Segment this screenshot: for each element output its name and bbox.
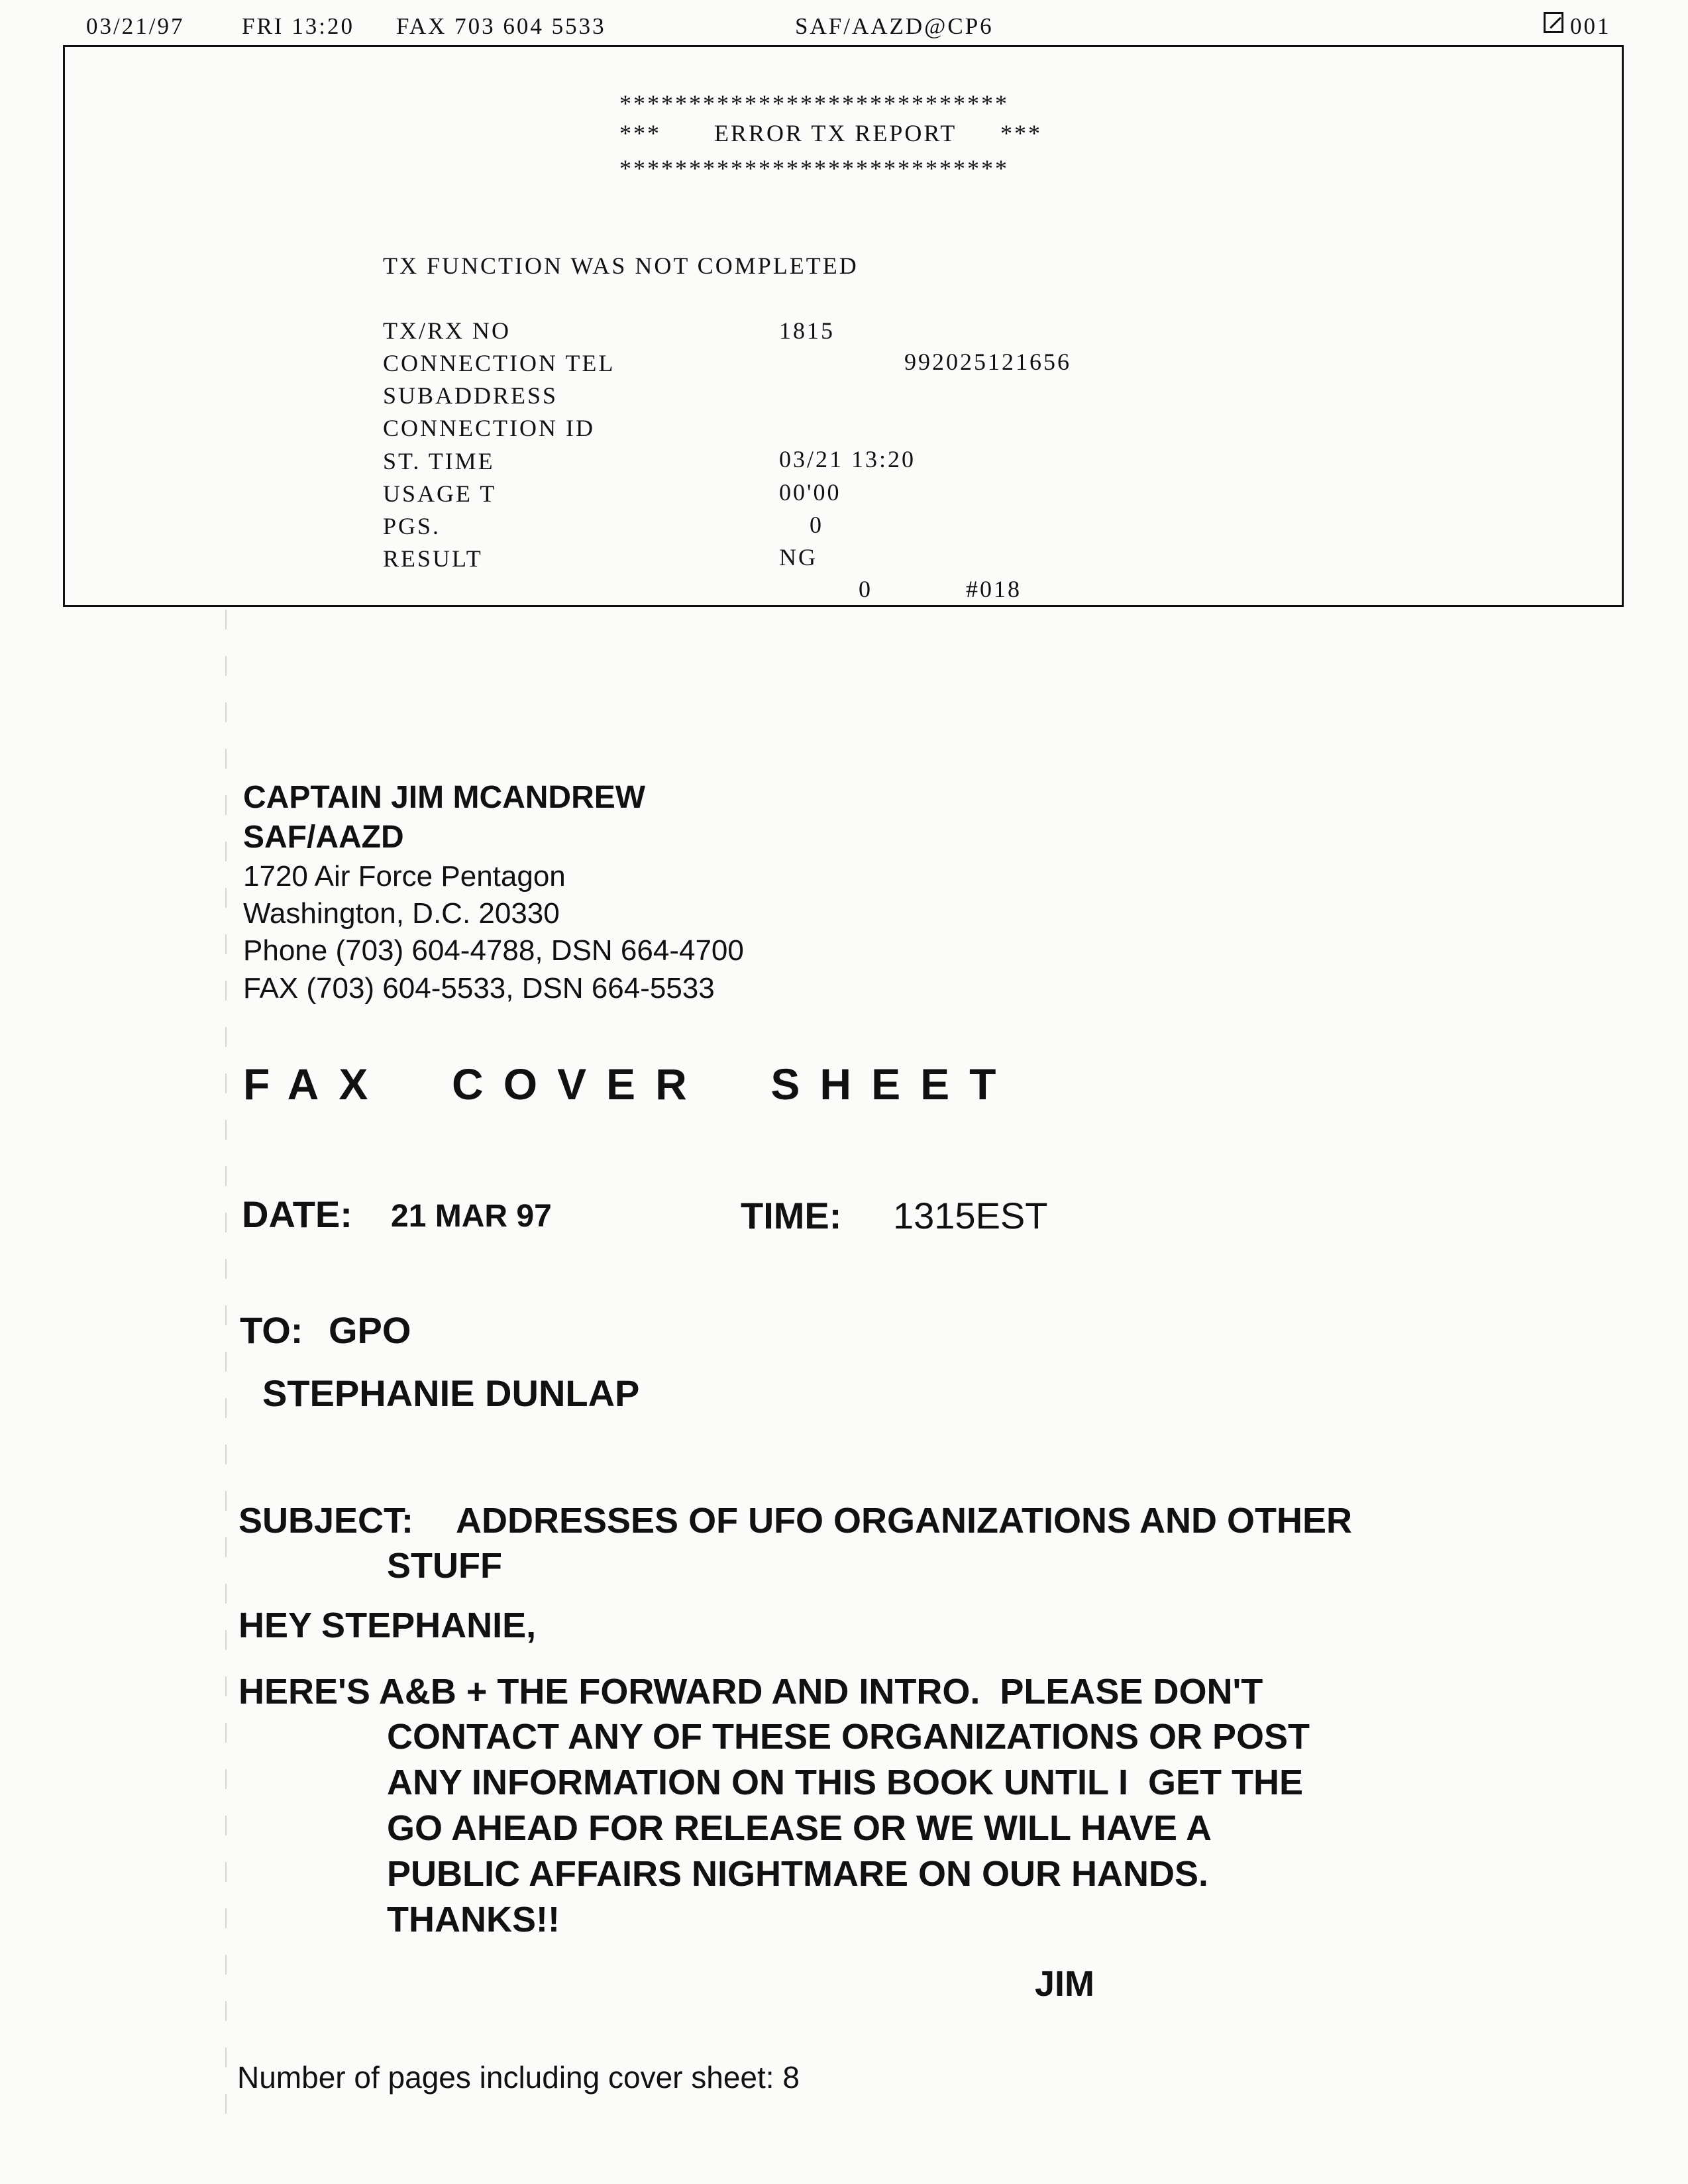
greeting: HEY STEPHANIE,: [238, 1606, 537, 1645]
sender-address-1: 1720 Air Force Pentagon: [243, 860, 566, 893]
fax-header-date: 03/21/97: [86, 13, 185, 39]
subject-line-1: ADDRESSES OF UFO ORGANIZATIONS AND OTHER: [456, 1501, 1353, 1541]
report-label-st-time: ST. TIME: [383, 448, 495, 474]
report-value-usage: 00'00: [779, 479, 841, 506]
report-label-connection-id: CONNECTION ID: [383, 415, 595, 441]
report-stars-bottom: ****************************: [619, 155, 1009, 182]
page-icon: [1544, 12, 1563, 33]
report-title-prefix: ***: [619, 120, 661, 146]
sender-name: CAPTAIN JIM MCANDREW: [243, 780, 646, 815]
sender-fax: FAX (703) 604-5533, DSN 664-5533: [243, 972, 715, 1005]
report-label-connection-tel: CONNECTION TEL: [383, 350, 615, 376]
sender-office: SAF/AAZD: [243, 820, 404, 855]
report-title: ERROR TX REPORT: [714, 120, 957, 146]
message-line-3: ANY INFORMATION ON THIS BOOK UNTIL I GET THE: [387, 1763, 1304, 1802]
report-status: TX FUNCTION WAS NOT COMPLETED: [383, 252, 859, 279]
report-value-pgs: 0: [810, 512, 823, 538]
report-value-st-time: 03/21 13:20: [779, 446, 916, 472]
date-value: 21 MAR 97: [391, 1199, 552, 1234]
time-value: 1315EST: [893, 1195, 1048, 1236]
to-person: STEPHANIE DUNLAP: [262, 1372, 640, 1414]
report-result-code-a: 0: [859, 576, 872, 602]
fax-header-page: 001: [1570, 13, 1611, 39]
report-result-code-b: #018: [966, 576, 1022, 602]
fax-header-day-time: FRI 13:20: [242, 13, 354, 39]
message-line-2: CONTACT ANY OF THESE ORGANIZATIONS OR POST: [387, 1717, 1310, 1757]
to-value: GPO: [329, 1309, 411, 1351]
report-value-connection-tel: 992025121656: [904, 349, 1071, 375]
report-label-pgs: PGS.: [383, 513, 441, 539]
message-line-1: HERE'S A&B + THE FORWARD AND INTRO. PLEASE DON'T: [238, 1672, 1263, 1712]
report-label-subaddress: SUBADDRESS: [383, 382, 558, 409]
page-count: Number of pages including cover sheet: 8: [237, 2060, 800, 2095]
subject-label: SUBJECT:: [238, 1501, 414, 1541]
message-line-5: PUBLIC AFFAIRS NIGHTMARE ON OUR HANDS.: [387, 1854, 1208, 1894]
time-label: TIME:: [741, 1195, 842, 1236]
signature: JIM: [1035, 1964, 1095, 2004]
subject-line-2: STUFF: [387, 1546, 502, 1586]
fax-header-number: FAX 703 604 5533: [396, 13, 606, 39]
sender-address-2: Washington, D.C. 20330: [243, 897, 560, 930]
sender-phone: Phone (703) 604-4788, DSN 664-4700: [243, 934, 744, 967]
message-line-4: GO AHEAD FOR RELEASE OR WE WILL HAVE A: [387, 1808, 1212, 1848]
report-label-result: RESULT: [383, 545, 483, 572]
message-line-6: THANKS!!: [387, 1900, 560, 1939]
report-value-txrx: 1815: [779, 317, 835, 344]
fax-header-sender: SAF/AAZD@CP6: [795, 13, 994, 39]
report-value-result: NG: [779, 544, 818, 571]
report-label-usage: USAGE T: [383, 480, 497, 507]
date-label: DATE:: [242, 1193, 352, 1235]
scan-artifact-line: [225, 610, 227, 2140]
to-label: TO:: [240, 1309, 303, 1351]
report-label-txrx: TX/RX NO: [383, 317, 511, 344]
report-title-suffix: ***: [1000, 120, 1042, 146]
report-stars-top: ****************************: [619, 90, 1009, 117]
cover-title: FAX COVER SHEET: [243, 1060, 1016, 1109]
